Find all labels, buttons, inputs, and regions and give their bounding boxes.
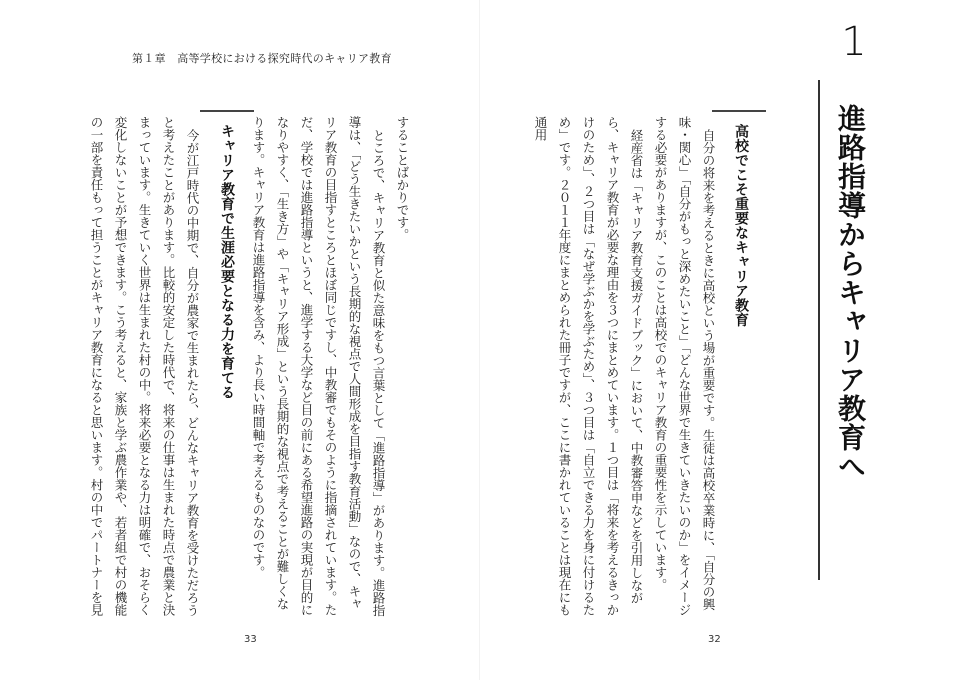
page-number: 33 (244, 634, 257, 645)
section-heading-rule (712, 110, 766, 112)
chapter-title: 進路指導からキャリア教育へ (834, 104, 867, 481)
body-text-upper (244, 116, 414, 620)
running-head: 第１章 高等学校における探究時代のキャリア教育 (132, 52, 392, 65)
body-text (533, 116, 720, 620)
paragraph-importance: 自分の将来を考えるときに高校という場が重要です。生徒は高校卒業時に、「自分の興味・関心」「自分がもっと深めたいこと」「どんな世界で生きていきたいのか」をイメージする必要がありますが、このことは高校でのキャリア教育の重要性を示しています。 (653, 116, 716, 616)
continuation-paragraph: することばかりです。 (395, 116, 410, 241)
body-text-lower (60, 116, 204, 620)
chapter-number: 1 (841, 19, 867, 65)
section-heading: 高校でこそ重要なキャリア教育 (733, 124, 749, 327)
chapter-divider (818, 80, 820, 580)
paragraph-meti-guidebook: 経産省は「キャリア教育支援ガイドブック」において、中教審答申などを引用しながら、キャリア教育が必要な理由を３つにまとめています。１つ目は「将来を考えるきっかけのため」、２つ目は「なぜ学ぶかを学ぶため」、３つ目は「自立できる力を身に付けるため」です。２０１１年度にまとめられた冊子ですが、ここに書かれていることは現在にも通用 (533, 116, 644, 616)
right-page (480, 0, 960, 680)
paragraph-edo-period: 今が江戸時代の中期で、自分が農家で生まれたら、どんなキャリア教育を受けただろうと考えたことがあります。比較的安定した時代で、将来の仕事は生まれた時点で農業と決まっています。生きていく世界は生まれた村の中。将来必要となる力は明確で、おそらく変化しないことが予想できます。こう考えると、家族と学ぶ農作業や、若者組で村の機能の一部を責任もって担うことがキャリア教育になると思います。村の中でパートナーを見 (89, 116, 200, 616)
section-heading-rule (200, 110, 254, 112)
paragraph-susumi-shidou: ところで、キャリア教育と似た意味をもつ言葉として「進路指導」があります。進路指導は、「どう生きたいかという長期的な視点で人間形成を目指す教育活動」なので、キャリア教育の目指すところとほぼ同じですし、中教審でもそのように指摘されています。ただ、学校では進路指導というと、進学する大学など目の前にある希望進路の実現が目的になりやすく、「生き方」や「キャリア形成」という長期的な視点で考えることが難しくなります。キャリア教育は進路指導を含み、より長い時間軸で考えるものなのです。 (251, 116, 386, 616)
page-number: 32 (708, 634, 721, 645)
section-heading: キャリア教育で生涯必要となる力を育てる (219, 124, 235, 400)
